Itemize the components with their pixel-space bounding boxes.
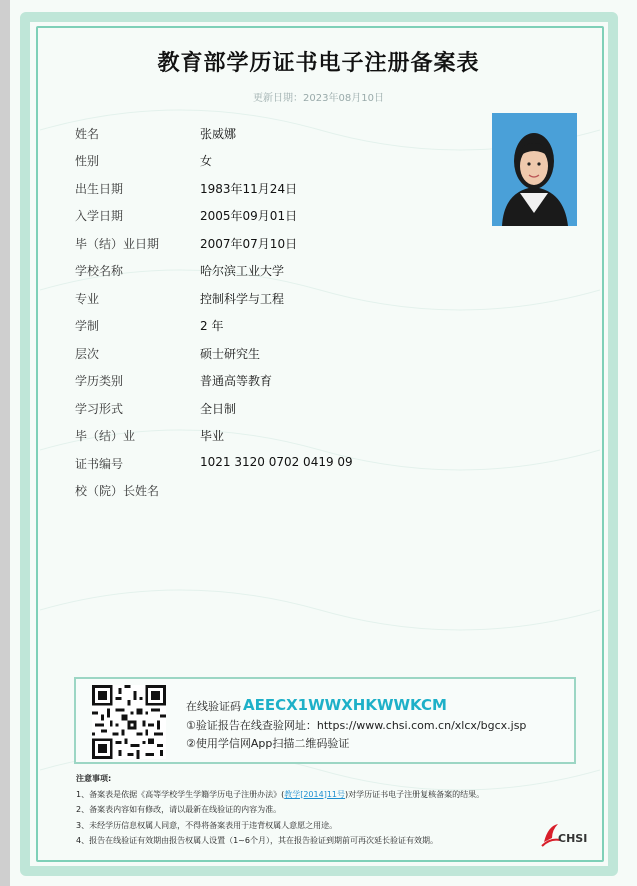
field-value: 毕业 <box>200 429 225 443</box>
field-value: 全日制 <box>200 402 237 416</box>
verification-code: AEECX1WWXHKWWKCM <box>243 696 447 714</box>
field-label: 证书编号 <box>75 457 124 471</box>
field-label: 专业 <box>75 292 100 306</box>
page-title: 教育部学历证书电子注册备案表 <box>157 51 480 76</box>
verification-app-hint: ②使用学信网App扫描二维码验证 <box>186 737 350 750</box>
regulation-link[interactable]: 教学[2014]11号 <box>284 789 345 799</box>
verification-url[interactable]: ①验证报告在线查验网址：https://www.chsi.com.cn/xlcx/bgcx.jsp <box>186 719 527 732</box>
field-value: 2 年 <box>200 319 224 333</box>
qr-code-icon[interactable] <box>92 685 166 759</box>
verification-code-line <box>186 696 447 714</box>
field-value: 1983年11月24日 <box>200 182 298 196</box>
field-label: 姓名 <box>75 127 100 141</box>
verification-code-label: 在线验证码 <box>186 700 241 713</box>
note-item: 4、报告在线验证有效期由报告权属人设置（1~6个月），其在报告验证到期前可再次延长验证有效期。 <box>76 836 438 845</box>
field-label: 层次 <box>75 347 100 361</box>
note-item: 2、备案表内容如有修改，请以最新在线验证的内容为准。 <box>76 805 282 814</box>
field-value: 1021 3120 0702 0419 09 <box>200 455 353 469</box>
field-label: 出生日期 <box>75 182 124 196</box>
field-value: 2007年07月10日 <box>200 237 298 251</box>
notes-title: 注意事项: <box>76 774 112 783</box>
field-label: 学校名称 <box>75 264 124 278</box>
field-value: 硕士研究生 <box>200 347 261 361</box>
field-label: 学历类别 <box>75 374 124 388</box>
field-value: 哈尔滨工业大学 <box>200 264 285 278</box>
field-label: 入学日期 <box>75 209 124 223</box>
verification-box <box>74 677 576 764</box>
field-value: 张威娜 <box>200 127 237 141</box>
id-photo <box>492 113 577 226</box>
field-value: 女 <box>200 154 213 168</box>
note-item: 3、未经学历信息权属人同意，不得将备案表用于违背权属人意愿之用途。 <box>76 820 338 830</box>
chsi-logo <box>540 820 596 850</box>
update-date: 更新日期：2023年08月10日 <box>253 93 384 104</box>
field-label: 毕（结）业 <box>75 429 136 443</box>
chsi-logo-text: CHSI <box>558 832 588 845</box>
field-value: 控制科学与工程 <box>200 292 285 306</box>
field-label: 学制 <box>75 319 100 333</box>
field-label: 校（院）长姓名 <box>75 484 160 498</box>
note-text: 1、备案表是依据《高等学校学生学籍学历电子注册办法》( <box>76 789 285 799</box>
field-label: 毕（结）业日期 <box>75 237 160 251</box>
field-label: 性别 <box>75 154 100 168</box>
note-item <box>76 787 546 803</box>
field-value: 普通高等教育 <box>200 374 273 388</box>
note-text: )对学历证书电子注册复核备案的结果。 <box>345 789 485 799</box>
notes-section <box>76 771 546 849</box>
field-value: 2005年09月01日 <box>200 209 298 223</box>
field-label: 学习形式 <box>75 402 124 416</box>
